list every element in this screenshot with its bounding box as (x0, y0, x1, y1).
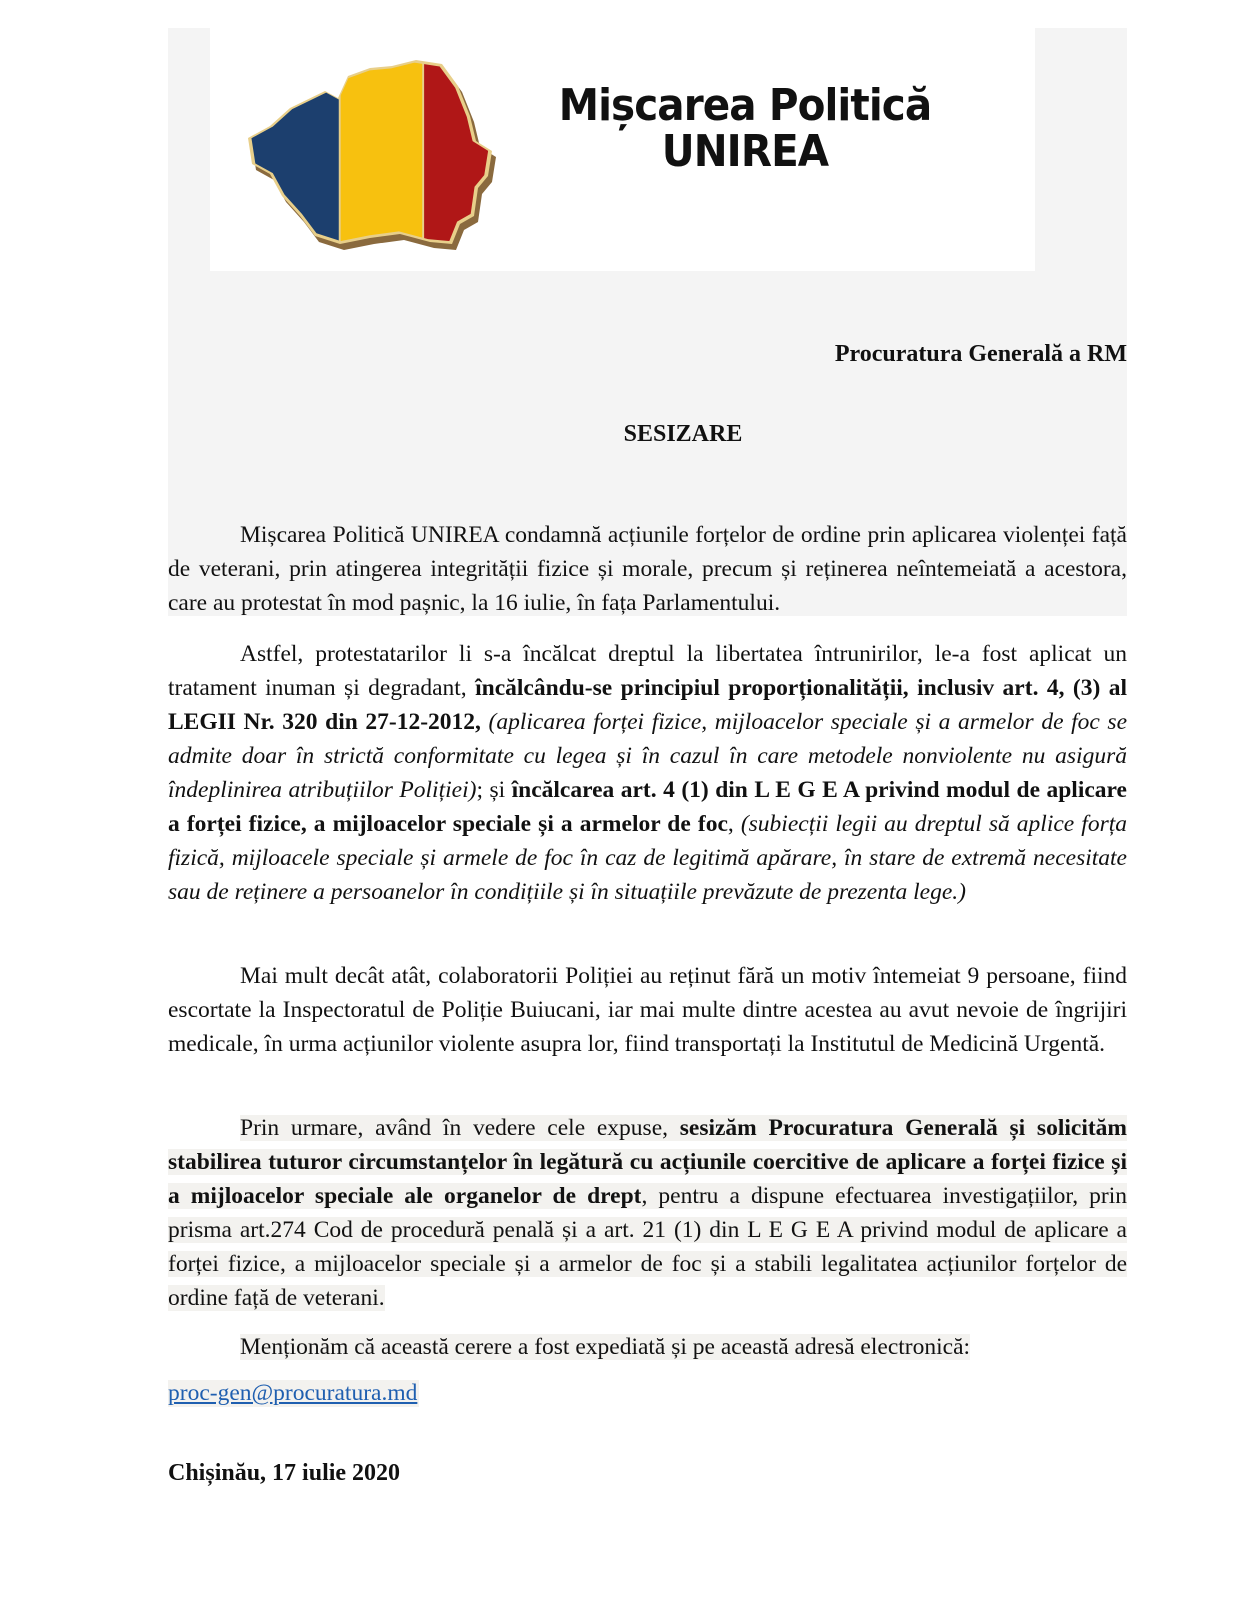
p5-text: Menționăm că această cerere a fost expediată și pe această adresă electronică: (240, 1334, 971, 1360)
document-title: SESIZARE (623, 421, 743, 447)
logo-wordmark (538, 80, 952, 178)
logo-banner (210, 28, 1035, 271)
paragraph-3: Mai mult decât atât, colaboratorii Poliției au reținut fără un motiv întemeiat 9 persoane, fiind escortate la Inspectoratul de Poliție Buiucani, iar mai multe dintre acestea au avut nevoie de îngrijiri medicale, în urma acțiunilor violente asupra lor, fiind transportați la Institutul de Medicină Urgentă. (168, 963, 1127, 1057)
date-line: Chișinău, 17 iulie 2020 (168, 1460, 401, 1486)
p4-text: Prin urmare, având în vedere cele expuse, (240, 1115, 680, 1141)
paragraph-1: Mișcarea Politică UNIREA condamnă acțiunile forțelor de ordine prin aplicarea violenței față de veterani, prin atingerea integrității fizice și morale, precum și reținerea neîntemeiată a acestora, care au protestat în mod pașnic, la 16 iulie, în fața Parlamentului. (168, 522, 1127, 616)
p2-text: , (727, 811, 741, 837)
logo-line-1: Mișcarea Politică (558, 80, 932, 131)
addressee: Procuratura Generală a RM (834, 341, 1127, 367)
p2-italic-quote: (aplicarea forței fizice, mijloacelor speciale și a armelor de foc se admite doar în strictă conformitate cu legea și în cazul în care metodele nonviolente nu asigură îndeplinirea atribuțiilor Poliției) (168, 709, 1127, 803)
paragraph-4 (168, 1111, 1127, 1315)
romania-map-tricolor-icon (230, 46, 500, 256)
paragraph-5 (168, 1330, 1127, 1364)
logo-line-2: UNIREA (661, 126, 829, 178)
paragraph-2 (168, 637, 1127, 909)
p2-bold-law: încălcându-se principiul proporționalității, inclusiv art. 4, (3) al LEGII Nr. 320 din 27-12-2012, (168, 675, 1127, 735)
p2-italic-quote: (subiecții legii au dreptul să aplice forța fizică, mijloacele speciale și armele de foc în caz de legitimă apărare, în stare de extremă necesitate sau de reținere a persoanelor în condițiile și în situațiile prevăzute de prezenta lege.) (168, 811, 1127, 905)
p4-text: , pentru a dispune efectuarea investigațiilor, prin prisma art.274 Cod de procedură penală și a art. 21 (1) din L E G E A privind modul de aplicare a forței fizice, a mijloacelor speciale și a armelor de foc și a stabili legalitatea acțiunilor forțelor de ordine față de veterani. (168, 1183, 1127, 1311)
p2-text: ; și (476, 777, 512, 803)
email-link[interactable]: proc-gen@procuratura.md (168, 1380, 418, 1406)
p4-bold-request: sesizăm Procuratura Generală și solicităm stabilirea tuturor circumstanțelor în legătură cu acțiunile coercitive de aplicare a forței fizice și a mijloacelor speciale ale organelor de drept (168, 1115, 1127, 1209)
p2-bold-law: încălcarea art. 4 (1) din L E G E A privind modul de aplicare a forței fizice, a mijloacelor speciale și a armelor de foc (168, 777, 1127, 837)
p2-text: Astfel, protestatarilor li s-a încălcat dreptul la libertatea întrunirilor, le-a fost aplicat un tratament inuman și degradant, (168, 641, 1127, 701)
